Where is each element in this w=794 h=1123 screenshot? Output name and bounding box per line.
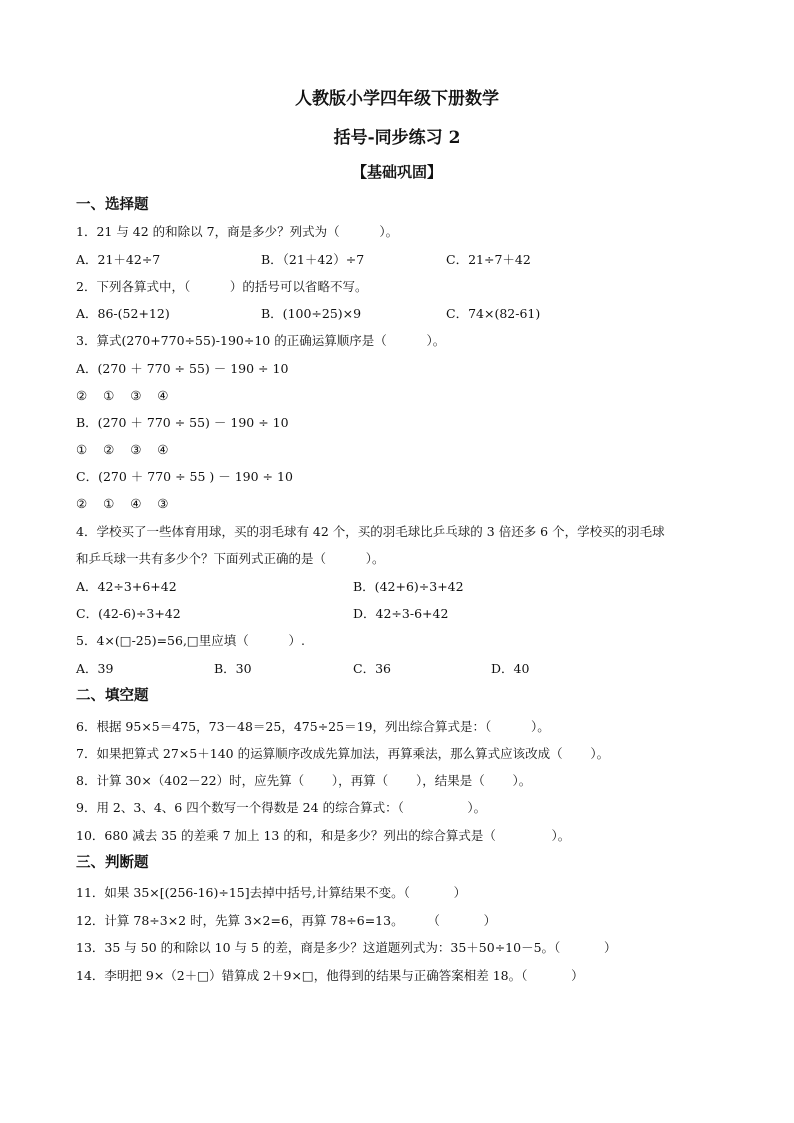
q4-option-b: B．(42+6)÷3+42 xyxy=(353,579,464,594)
q2-option-b: B．(100÷25)×9 xyxy=(261,306,362,321)
q5-option-b: B．30 xyxy=(214,661,252,676)
q2-option-c: C．74×(82-61) xyxy=(446,306,541,321)
q4-stem-line1: 4．学校买了一些体育用球，买的羽毛球有 42 个，买的羽毛球比乒乓球的 3 倍还多 6 个，学校买的羽毛球 xyxy=(76,524,665,539)
doc-subtitle: 括号-同步练习 2 xyxy=(333,128,461,148)
q3-option-c-order: ② ① ④ ③ xyxy=(76,496,169,511)
section-judge: 三、判断题 xyxy=(76,854,149,871)
doc-title: 人教版小学四年级下册数学 xyxy=(295,89,499,109)
q2-stem: 2．下列各算式中，（ ）的括号可以省略不写。 xyxy=(76,279,368,294)
q1-option-b: B．（21＋42）÷7 xyxy=(261,252,365,267)
q13: 13．35 与 50 的和除以 10 与 5 的差，商是多少？这道题列式为：35＋50÷10－5。（ ） xyxy=(76,940,617,955)
q2-option-a: A．86-(52+12) xyxy=(76,306,170,321)
section-choice: 一、选择题 xyxy=(76,196,149,213)
q4-stem-line2: 和乒乓球一共有多少个？下面列式正确的是（ ）。 xyxy=(76,551,385,566)
q1-option-c: C．21÷7＋42 xyxy=(446,252,531,267)
section-fill: 二、填空题 xyxy=(76,687,149,704)
q5-stem: 5．4×(□-25)=56,□里应填（ ）. xyxy=(76,633,305,648)
q4-option-c: C．(42-6)÷3+42 xyxy=(76,606,181,621)
q12: 12．计算 78÷3×2 时，先算 3×2=6，再算 78÷6=13。 （ ） xyxy=(76,913,497,928)
doc-tag: 【基础巩固】 xyxy=(351,163,442,181)
q3-option-a: A．(270 ＋ 770 ÷ 55) － 190 ÷ 10 xyxy=(76,361,289,376)
q14: 14．李明把 9×（2＋□）错算成 2＋9×□，他得到的结果与正确答案相差 18。（ ） xyxy=(76,968,584,983)
q8: 8．计算 30×（402－22）时，应先算（ ），再算（ ），结果是（ ）。 xyxy=(76,773,532,788)
q5-option-a: A．39 xyxy=(76,661,114,676)
q9: 9．用 2、3、4、6 四个数写一个得数是 24 的综合算式：（ ）。 xyxy=(76,800,487,815)
q10: 10．680 减去 35 的差乘 7 加上 13 的和，和是多少？列出的综合算式是（ ）。 xyxy=(76,828,571,843)
q3-option-b: B．(270 ＋ 770 ÷ 55) － 190 ÷ 10 xyxy=(76,415,289,430)
q6: 6．根据 95×5＝475，73－48＝25，475÷25＝19，列出综合算式是：（ ）。 xyxy=(76,719,550,734)
q11: 11．如果 35×[(256-16)÷15]去掉中括号,计算结果不变。（ ） xyxy=(76,885,467,900)
q1-stem: 1．21 与 42 的和除以 7，商是多少？列式为（ ）。 xyxy=(76,224,399,239)
q5-option-d: D．40 xyxy=(491,661,530,676)
q1-option-a: A．21＋42÷7 xyxy=(76,252,161,267)
q5-option-c: C．36 xyxy=(353,661,391,676)
q3-option-c: C．(270 ＋ 770 ÷ 55 ) － 190 ÷ 10 xyxy=(76,469,293,484)
q7: 7．如果把算式 27×5＋140 的运算顺序改成先算加法，再算乘法，那么算式应该改成（ ）。 xyxy=(76,746,610,761)
q4-option-a: A．42÷3+6+42 xyxy=(76,579,177,594)
q3-option-b-order: ① ② ③ ④ xyxy=(76,442,169,457)
q3-stem: 3．算式(270+770÷55)-190÷10 的正确运算顺序是（ ）。 xyxy=(76,333,446,348)
q4-option-d: D．42÷3-6+42 xyxy=(353,606,449,621)
q3-option-a-order: ② ① ③ ④ xyxy=(76,388,169,403)
